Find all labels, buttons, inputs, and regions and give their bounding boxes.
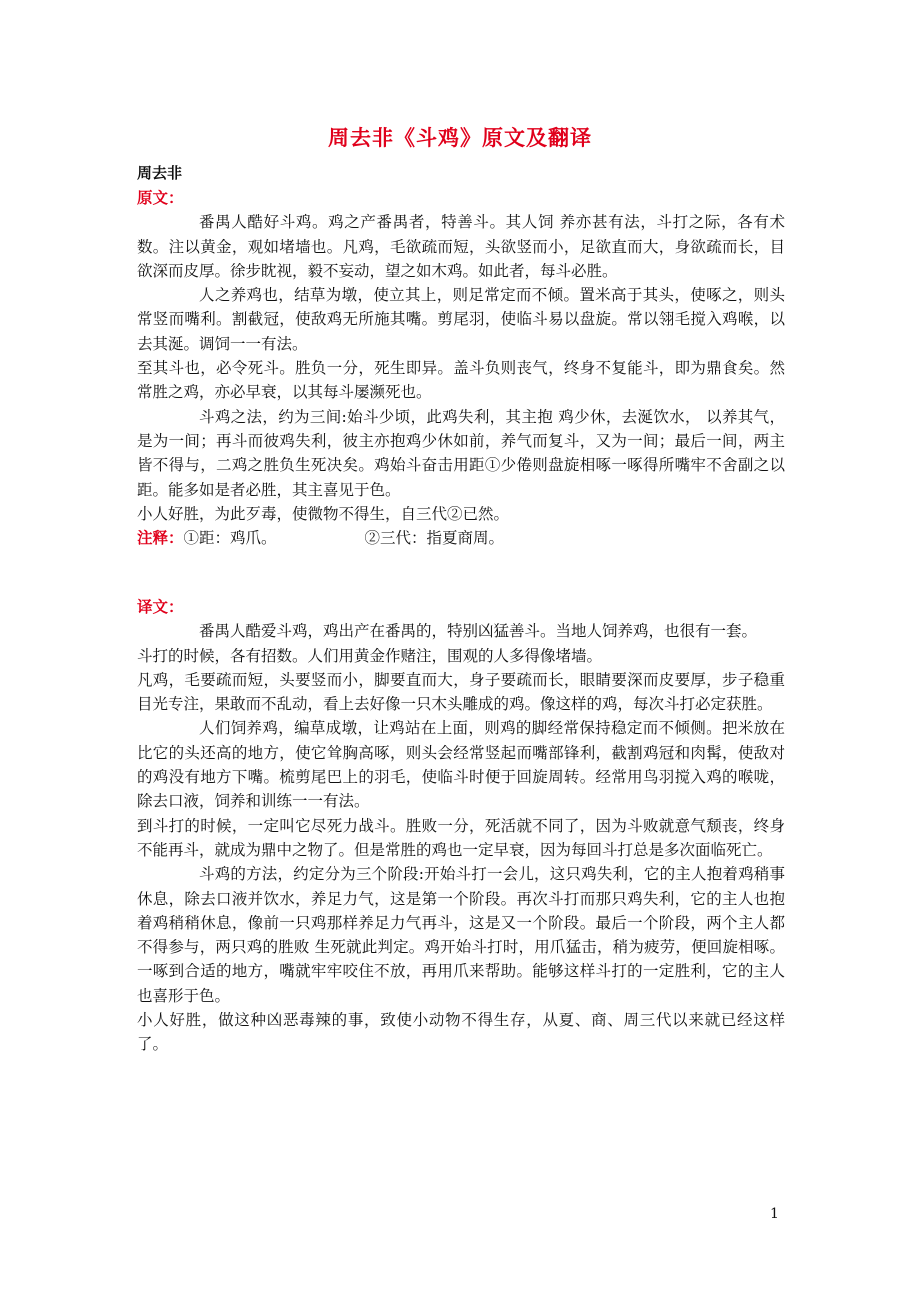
translation-paragraph: 斗鸡的方法，约定分为三个阶段:开始斗打一会儿，这只鸡失利，它的主人抱着鸡稍事休息，除去口液并饮水，养足力气，这是第一个阶段。再次斗打而那只鸡失利，它的主人也抱着鸡稍稍休息，像前一只鸡那样养足力气再斗，这是又一个阶段。最后一个阶段，两个主人都不得参与，两只鸡的胜败 生死就此判定。鸡开始斗打时，用爪猛击，稍为疲劳，便回旋相啄。一啄到合适的地方，嘴就牢牢咬住不放，再用爪来帮助。能够这样斗打的一定胜利，它的主人也喜形于色。 (137, 865, 785, 1005)
translation-section (137, 595, 785, 1057)
author-name: 周去非 (137, 164, 183, 182)
translation-paragraph: 小人好胜，做这种凶恶毒辣的事，致使小动物不得生存，从夏、商、周三代以来就已经这样了。 (137, 1011, 785, 1054)
translation-paragraph: 人们饲养鸡，编草成墩，让鸡站在上面，则鸡的脚经常保持稳定而不倾侧。把米放在比它的头还高的地方，使它耸胸高啄，则头会经常竖起而嘴部锋利，截割鸡冠和肉髯，使敌对的鸡没有地方下嘴。梳剪尾巴上的羽毛，使临斗时便于回旋周转。经常用鸟羽搅入鸡的喉咙，除去口液，饲养和训练一一有法。 (137, 719, 785, 811)
translation-paragraph: 斗打的时候，各有招数。人们用黄金作赌注，围观的人多得像堵墙。 (137, 646, 603, 665)
translation-paragraph: 到斗打的时候，一定叫它尽死力战斗。胜败一分，死活就不同了，因为斗败就意气颓丧，终身不能再斗，就成为鼎中之物了。但是常胜的鸡也一定早衰，因为每回斗打总是多次面临死亡。 (137, 816, 785, 859)
original-paragraph: 小人好胜，为此歹毒，使微物不得生，自三代②已然。 (137, 504, 510, 523)
original-paragraph: 斗鸡之法，约为三间:始斗少顷，此鸡失利，其主抱 鸡少休，去涎饮水， 以养其气，是为一间；再斗而彼鸡失利，彼主亦抱鸡少休如前，养气而复斗，又为一间；最后一间，两主皆不得与，二鸡之胜负生死决矣。鸡始斗奋击用距①少倦则盘旋相啄一啄得所嘴牢不舍副之以距。能多如是者必胜，其主喜见于色。 (137, 407, 785, 499)
original-label-colon: ： (168, 188, 184, 207)
notes-row (137, 526, 785, 550)
note-item: ①距：鸡爪。 (183, 529, 277, 548)
original-heading (137, 186, 785, 210)
notes-label: 注释 (137, 528, 169, 548)
translation-paragraph: 番禺人酷爱斗鸡，鸡出产在番禺的，特别凶猛善斗。当地人饲养鸡，也很有一套。 (199, 622, 758, 641)
translation-heading (137, 595, 785, 619)
document-title: 周去非《斗鸡》原文及翻译 (328, 125, 592, 150)
page-number: 1 (770, 1206, 779, 1222)
note-item: ②三代：指夏商周。 (364, 529, 505, 548)
translation-paragraph: 凡鸡，毛要疏而短，头要竖而小，脚要直而大，身子要疏而长，眼睛要深而皮要厚，步子稳重目光专注，果敢而不乱动，看上去好像一只木头雕成的鸡。像这样的鸡，每次斗打必定获胜。 (137, 670, 785, 714)
original-label: 原文 (137, 188, 169, 207)
translation-label-colon: ： (168, 597, 184, 616)
original-paragraph: 番禺人酷好斗鸡。鸡之产番禺者，特善斗。其人饲 养亦甚有法，斗打之际，各有术数。注以黄金，观如堵墙也。凡鸡，毛欲疏而短，头欲竖而小，足欲直而大，身欲疏而长，目欲深而皮厚。徐步眈视，毅不妄动，望之如木鸡。如此者，每斗必胜。 (137, 213, 785, 280)
original-paragraph: 人之养鸡也，结草为墩，使立其上，则足常定而不倾。置米高于其头，使啄之，则头常竖而嘴利。割截冠，使敌鸡无所施其嘴。剪尾羽，使临斗易以盘旋。常以翎毛搅入鸡喉，以去其涎。调饲一一有法。 (137, 286, 785, 353)
original-paragraph: 至其斗也，必令死斗。胜负一分，死生即异。盖斗负则丧气，终身不复能斗，即为鼎食矣。然常胜之鸡，亦必早衰，以其每斗屡濒死也。 (137, 359, 785, 402)
notes-label-colon: ： (168, 528, 184, 548)
original-section (137, 186, 785, 550)
translation-label: 译文 (137, 597, 169, 616)
